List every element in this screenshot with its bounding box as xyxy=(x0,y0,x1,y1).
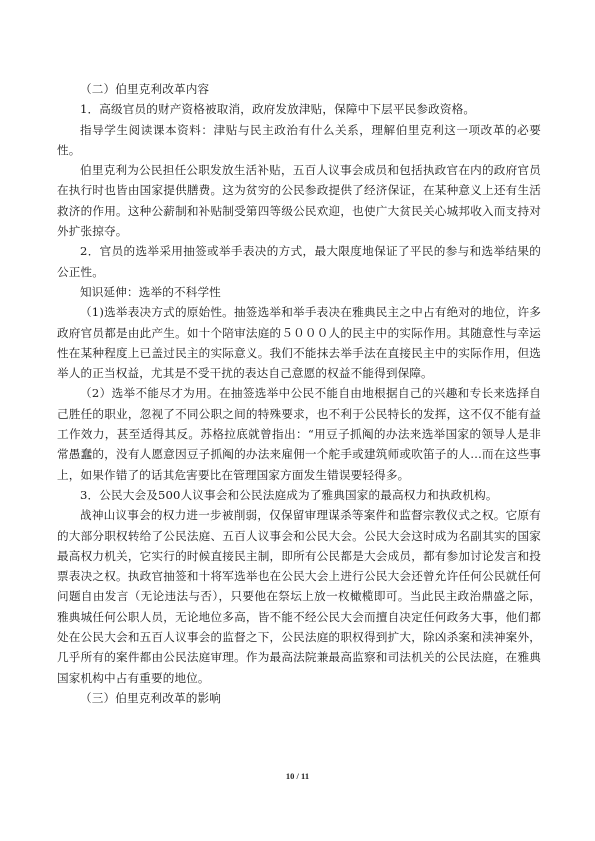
paragraph-knowledge-extension: 知识延伸：选举的不科学性 xyxy=(80,284,221,299)
paragraph-point-1: 1．高级官员的财产资格被取消，政府发放津贴，保障中下层平民参政资格。 xyxy=(80,102,476,117)
paragraph-point-3: 3．公民大会及500人议事会和公民法庭成为了雅典国家的最高权力和执政机构。 xyxy=(80,487,498,502)
section-heading-reform-impact: （三）伯里克利改革的影响 xyxy=(80,690,221,705)
paragraph-election-primitive: （1)选举表决方式的原始性。抽签选举和举手表决在雅典民主之中占有绝对的地位，许多政府官员都是由此产生。如十个陪审法庭的５０００人的民主中的实际作用。其随意性与幸运性在某种程度上已盖过民主的实际意义。我们不能抹去举手法在直接民主中的实际作用，但选举人的正当权益，尤其是不受干扰的表达自己意愿的权益不能得到保障。 xyxy=(57,305,541,381)
paragraph-subsidy: 伯里克利为公民担任公职发放生活补贴，五百人议事会成员和包括执政官在内的政府官员在执行时也皆由国家提供膳费。这为贫穷的公民参政提供了经济保证，在某种意义上还有生活救济的作用。这种公薪制和补贴制受第四等级公民欢迎，也使广大贫民关心城邦收入而支持对外扩张掠夺。 xyxy=(57,163,541,239)
paragraph-guide-reading: 指导学生阅读课本资料：津贴与民主政治有什么关系，理解伯里克利这一项改革的必要性。 xyxy=(57,122,541,157)
document-body xyxy=(57,79,541,708)
section-heading-reform-content: （二）伯里克利改革内容 xyxy=(80,82,210,96)
page-number: 10 / 11 xyxy=(285,771,310,781)
paragraph-point-2: 2．官员的选举采用抽签或举手表决的方式，最大限度地保证了平民的参与和选举结果的公正性。 xyxy=(57,244,541,279)
paragraph-election-talent: （2）选举不能尽才为用。在抽签选举中公民不能自由地根据自己的兴趣和专长来选择自己胜任的职业，忽视了不同公职之间的特殊要求，也不利于公民特长的发挥，这不仅不能有益工作效力，甚至适得其反。苏格拉底就曾指出：“用豆子抓阄的办法来选举国家的领导人是非常愚蠢的，没有人愿意因豆子抓阄的办法来雇佣一个舵手或建筑师或吹笛子的人…而在这些事上，如果作错了的话其危害要比在管理国家方面发生错误要轻得多。 xyxy=(57,386,541,482)
paragraph-areopagus: 战神山议事会的权力进一步被削弱，仅保留审理谋杀等案件和监督宗教仪式之权。它原有的大部分职权转给了公民法庭、五百人议事会和公民大会。公民大会这时成为名副其实的国家最高权力机关，它实行的时候直接民主制，即所有公民都是大会成员，都有参加讨论发言和投票表决之权。执政官抽签和十将军选举也在公民大会上进行公民大会还曾允许任何公民就任何问题自由发言（无论违法与否），只要他在祭坛上放一枚橄榄即可。当此民主政治鼎盛之际，雅典城任何公职人员，无论地位多高，皆不能不经公民大会而擅自决定任何政务大事，他们都处在公民大会和五百人议事会的监督之下，公民法庭的职权得到扩大，除凶杀案和渎神案外，几乎所有的案件都由公民法庭审理。作为最高法院兼最高监察和司法机关的公民法庭，在雅典国家机构中占有重要的地位。 xyxy=(57,508,541,685)
